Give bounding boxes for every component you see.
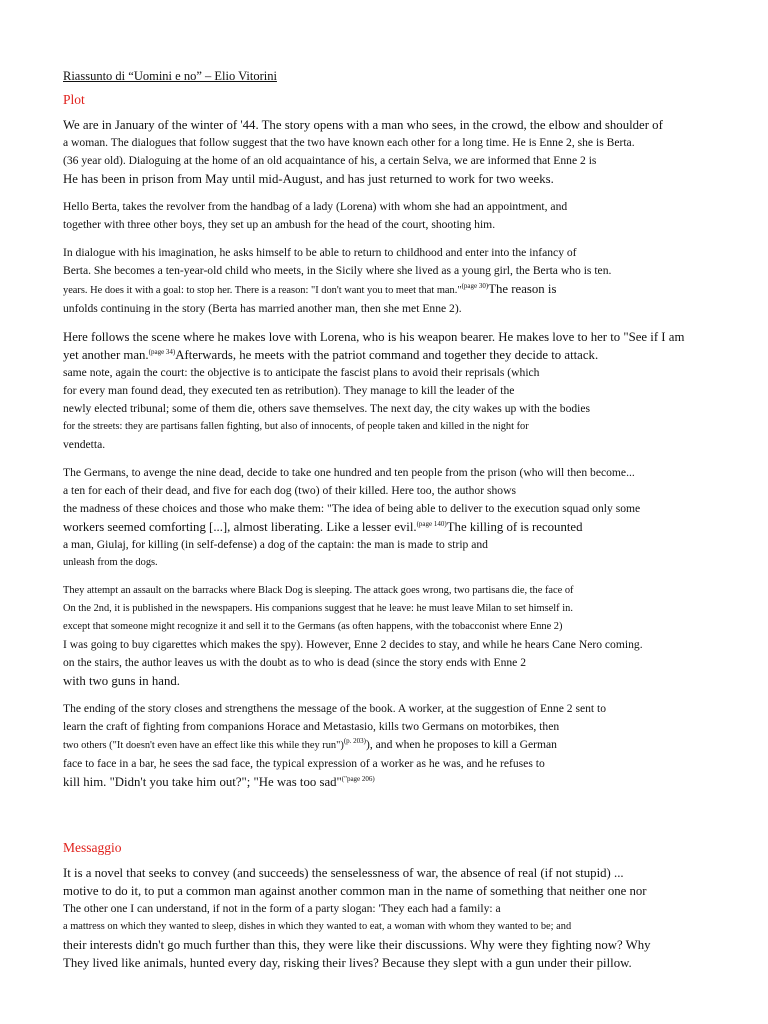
text-line <box>63 346 733 364</box>
line-text: a ten for each of their dead, and five for each dog (two) of their killed. Here too, the author shows <box>63 484 516 497</box>
line-text-continued: The reason is <box>488 282 557 296</box>
page-reference: (page 140) <box>416 520 447 528</box>
text-line <box>63 300 733 318</box>
line-text: I was going to buy cigarettes which makes the spy). However, Enne 2 decides to stay, and while he hears Cane Nero coming. <box>63 638 643 651</box>
paragraph <box>63 700 733 791</box>
page-reference: (page 30) <box>461 282 489 290</box>
line-text: a mattress on which they wanted to sleep, dishes in which they wanted to eat, a woman with whom they wanted to be; and <box>63 921 572 932</box>
line-text: unfolds continuing in the story (Berta has married another man, then she met Enne 2). <box>63 302 462 315</box>
line-text-continued: ), and when he proposes to kill a German <box>365 738 557 751</box>
line-text: Hello Berta, takes the revolver from the handbag of a lady (Lorena) with whom she had an appointment, and <box>63 200 568 213</box>
text-line <box>63 636 733 654</box>
page-reference: ("page 206) <box>341 775 375 783</box>
line-text: In dialogue with his imagination, he asks himself to be able to return to childhood and enter into the infancy of <box>63 246 577 259</box>
line-text: for every man found dead, they executed ten as retribution). They manage to kill the leader of the <box>63 384 515 397</box>
text-line <box>63 864 733 882</box>
text-line <box>63 170 733 188</box>
text-line <box>63 700 733 718</box>
text-line <box>63 464 733 482</box>
line-text-continued: Afterwards, he meets with the patriot command and together they decide to attack. <box>175 348 599 362</box>
text-line <box>63 134 733 152</box>
line-text: a woman. The dialogues that follow suggest that the two have known each other for a long time. He is Enne 2, she is Berta. <box>63 136 635 149</box>
text-line <box>63 954 733 972</box>
text-line <box>63 536 733 554</box>
page-reference: (page 34) <box>148 348 176 356</box>
paragraph <box>63 244 733 318</box>
line-text: newly elected tribunal; some of them die, others save themselves. The next day, the city wakes up with the bodies <box>63 402 591 415</box>
line-text: We are in January of the winter of '44. The story opens with a man who sees, in the crowd, the elbow and shoulder of <box>63 118 663 132</box>
text-line <box>63 198 733 216</box>
line-text: They lived like animals, hunted every day, risking their lives? Because they slept with a gun under their pillow. <box>63 956 632 970</box>
line-text: learn the craft of fighting from companions Horace and Metastasio, kills two Germans on motorbikes, then <box>63 720 560 733</box>
text-line <box>63 618 733 636</box>
text-line <box>63 500 733 518</box>
paragraph <box>63 328 733 454</box>
text-line <box>63 755 733 773</box>
section-heading-plot: Plot <box>63 92 85 107</box>
text-line <box>63 400 733 418</box>
document-title: Riassunto di “Uomini e no” – Elio Vitorini <box>63 69 277 83</box>
line-text: The ending of the story closes and strengthens the message of the book. A worker, at the suggestion of Enne 2 sent to <box>63 702 607 715</box>
line-text: motive to do it, to put a common man against another common man in the name of something that neither one nor <box>63 884 647 898</box>
paragraph <box>63 198 733 234</box>
text-line <box>63 554 733 572</box>
paragraph <box>63 864 733 972</box>
text-line <box>63 654 733 672</box>
line-text: vendetta. <box>63 438 106 451</box>
line-text: except that someone might recognize it and sell it to the Germans (as often happens, with the tobacconist where Enne 2) <box>63 621 563 632</box>
text-line <box>63 882 733 900</box>
line-text: face to face in a bar, he sees the sad face, the typical expression of a worker as he was, and he refuses to <box>63 757 545 770</box>
text-line <box>63 773 733 791</box>
text-line <box>63 216 733 234</box>
line-text: He has been in prison from May until mid-August, and has just returned to work for two weeks. <box>63 172 554 186</box>
text-line <box>63 418 733 436</box>
text-line <box>63 482 733 500</box>
text-line <box>63 364 733 382</box>
document-body <box>63 91 733 972</box>
line-text: The Germans, to avenge the nine dead, decide to take one hundred and ten people from the prison (who will then become... <box>63 466 635 479</box>
text-line <box>63 718 733 736</box>
line-text: workers seemed comforting [...], almost liberating. Like a lesser evil. <box>63 520 417 534</box>
line-text: It is a novel that seeks to convey (and succeeds) the senselessness of war, the absence of real (if not stupid) ... <box>63 866 624 880</box>
line-text: They attempt an assault on the barracks where Black Dog is sleeping. The attack goes wrong, two partisans die, the face of <box>63 585 574 596</box>
section-spacer <box>63 801 733 839</box>
text-line <box>63 600 733 618</box>
page-reference: (p. 203) <box>343 737 366 745</box>
text-line <box>63 262 733 280</box>
text-line <box>63 736 733 755</box>
line-text: kill him. "Didn't you take him out?"; "He was too sad" <box>63 775 342 789</box>
line-text: The other one I can understand, if not in the form of a party slogan: 'They each had a family: a <box>63 902 501 915</box>
line-text: Here follows the scene where he makes love with Lorena, who is his weapon bearer. He makes love to her to "See if I am <box>63 330 685 344</box>
document-page <box>63 67 733 982</box>
text-line <box>63 518 733 536</box>
line-text: two others ("It doesn't even have an effect like this while they run") <box>63 740 344 751</box>
line-text: for the streets: they are partisans fallen fighting, but also of innocents, of people taken and killed in the night for <box>63 421 529 432</box>
text-line <box>63 900 733 918</box>
text-line <box>63 918 733 936</box>
text-line <box>63 244 733 262</box>
section-heading-messaggio: Messaggio <box>63 840 122 855</box>
line-text: their interests didn't go much further than this, they were like their discussions. Why were they fighting now? Why <box>63 938 651 952</box>
line-text: a man, Giulaj, for killing (in self-defense) a dog of the captain: the man is made to strip and <box>63 538 488 551</box>
text-line <box>63 936 733 954</box>
paragraph <box>63 582 733 690</box>
line-text: Berta. She becomes a ten-year-old child who meets, in the Sicily where she lived as a young girl, the Berta who is ten. <box>63 264 612 277</box>
line-text: (36 year old). Dialoguing at the home of an old acquaintance of his, a certain Selva, we are informed that Enne 2 is <box>63 154 597 167</box>
text-line <box>63 382 733 400</box>
text-line <box>63 280 733 300</box>
line-text: with two guns in hand. <box>63 674 180 688</box>
line-text-continued: The killing of is recounted <box>446 520 583 534</box>
text-line <box>63 672 733 690</box>
line-text: unleash from the dogs. <box>63 557 158 568</box>
line-text: yet another man. <box>63 348 149 362</box>
line-text: together with three other boys, they set up an ambush for the head of the court, shooting him. <box>63 218 496 231</box>
line-text: same note, again the court: the objective is to anticipate the fascist plans to avoid their reprisals (which <box>63 366 540 379</box>
text-line <box>63 116 733 134</box>
text-line <box>63 328 733 346</box>
line-text: years. He does it with a goal: to stop her. There is a reason: "I don't want you to meet that man." <box>63 285 462 296</box>
paragraph <box>63 116 733 188</box>
text-line <box>63 436 733 454</box>
paragraph <box>63 464 733 572</box>
text-line <box>63 582 733 600</box>
line-text: On the 2nd, it is published in the newspapers. His companions suggest that he leave: he must leave Milan to set himself in. <box>63 603 573 614</box>
line-text: on the stairs, the author leaves us with the doubt as to who is dead (since the story ends with Enne 2 <box>63 656 527 669</box>
line-text: the madness of these choices and those who make them: "The idea of being able to deliver to the execution squad only some <box>63 502 641 515</box>
text-line <box>63 152 733 170</box>
